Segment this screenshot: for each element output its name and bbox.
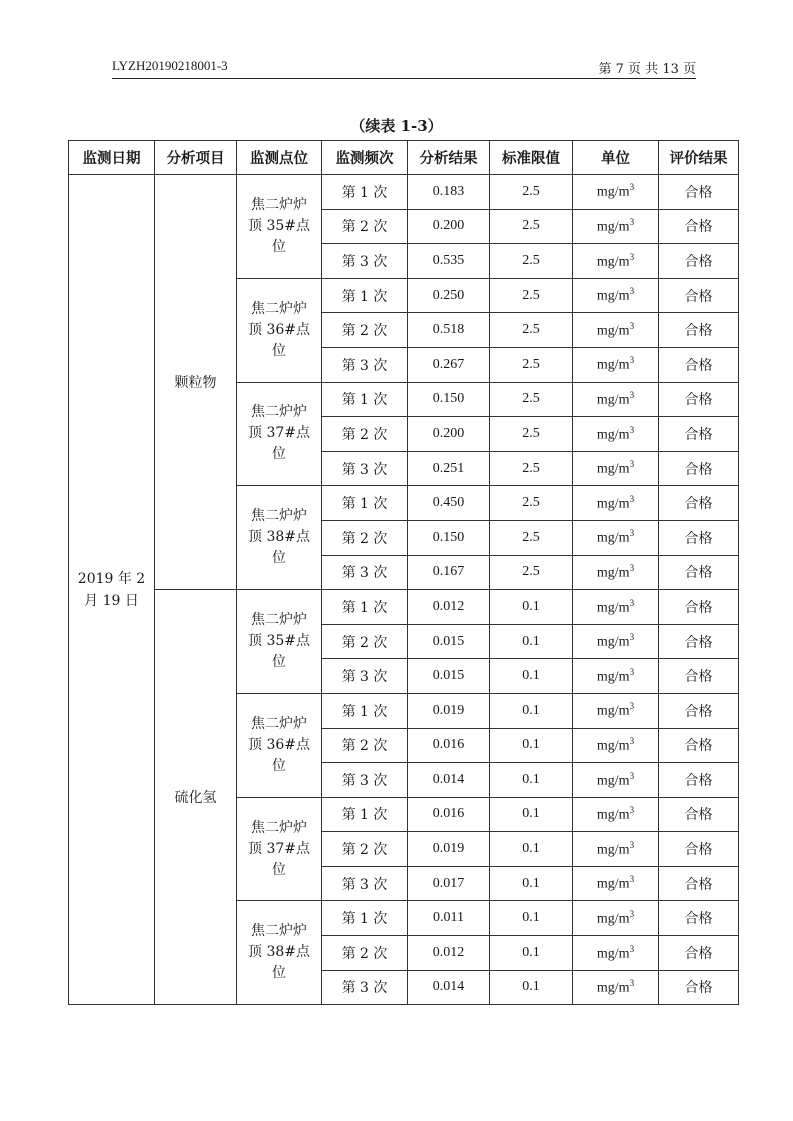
evaluation-cell: 合格	[659, 486, 739, 521]
frequency-cell: 第 2 次	[322, 832, 408, 867]
monitoring-point-line: 顶 37#点	[248, 840, 310, 857]
date-line: 月 19 日	[84, 592, 139, 609]
monitoring-date-cell	[69, 175, 155, 1005]
unit-cell	[573, 624, 659, 659]
unit-exponent: 3	[629, 805, 635, 816]
evaluation-cell: 合格	[659, 866, 739, 901]
unit-base: mg/m	[596, 565, 630, 581]
monitoring-point-line: 焦二炉炉	[251, 404, 307, 421]
limit-cell: 0.1	[490, 866, 573, 901]
frequency-cell: 第 2 次	[322, 417, 408, 452]
unit-exponent: 3	[629, 978, 635, 989]
evaluation-cell: 合格	[659, 209, 739, 244]
table-header-row	[69, 141, 739, 175]
unit-base: mg/m	[596, 288, 630, 304]
result-cell: 0.150	[408, 382, 490, 417]
monitoring-point-line: 位	[272, 757, 286, 774]
limit-cell: 2.5	[490, 486, 573, 521]
unit-base: mg/m	[596, 738, 630, 754]
table-row	[69, 175, 739, 210]
limit-cell: 2.5	[490, 382, 573, 417]
monitoring-point-cell	[237, 901, 322, 1005]
result-cell: 0.251	[408, 451, 490, 486]
unit-cell	[573, 659, 659, 694]
result-cell: 0.015	[408, 624, 490, 659]
frequency-cell: 第 1 次	[322, 486, 408, 521]
unit-exponent: 3	[629, 908, 635, 919]
unit-cell	[573, 590, 659, 625]
unit-exponent: 3	[629, 217, 635, 228]
table-row	[69, 590, 739, 625]
limit-cell: 0.1	[490, 936, 573, 971]
evaluation-cell: 合格	[659, 728, 739, 763]
unit-base: mg/m	[596, 531, 630, 547]
unit-cell	[573, 382, 659, 417]
column-header: 单位	[573, 141, 659, 175]
unit-base: mg/m	[596, 634, 630, 650]
evaluation-cell: 合格	[659, 347, 739, 382]
unit-base: mg/m	[596, 669, 630, 685]
limit-cell: 2.5	[490, 417, 573, 452]
monitoring-results-table	[68, 140, 739, 1005]
evaluation-cell: 合格	[659, 624, 739, 659]
unit-exponent: 3	[629, 459, 635, 470]
limit-cell: 0.1	[490, 728, 573, 763]
unit-cell	[573, 936, 659, 971]
unit-exponent: 3	[629, 528, 635, 539]
unit-cell	[573, 555, 659, 590]
frequency-cell: 第 1 次	[322, 693, 408, 728]
unit-base: mg/m	[596, 219, 630, 235]
unit-base: mg/m	[596, 600, 630, 616]
monitoring-point-line: 焦二炉炉	[251, 819, 307, 836]
table-caption: （续表 1-3）	[350, 117, 443, 135]
unit-exponent: 3	[629, 390, 635, 401]
result-cell: 0.150	[408, 520, 490, 555]
evaluation-cell: 合格	[659, 278, 739, 313]
evaluation-cell: 合格	[659, 555, 739, 590]
unit-exponent: 3	[629, 182, 635, 193]
unit-base: mg/m	[596, 185, 630, 201]
frequency-cell: 第 3 次	[322, 244, 408, 279]
unit-cell	[573, 970, 659, 1005]
monitoring-point-cell	[237, 590, 322, 694]
monitoring-point-cell	[237, 382, 322, 486]
frequency-cell: 第 3 次	[322, 659, 408, 694]
unit-base: mg/m	[596, 704, 630, 720]
result-cell: 0.012	[408, 590, 490, 625]
evaluation-cell: 合格	[659, 382, 739, 417]
frequency-cell: 第 1 次	[322, 175, 408, 210]
evaluation-cell: 合格	[659, 970, 739, 1005]
unit-cell	[573, 313, 659, 348]
evaluation-cell: 合格	[659, 451, 739, 486]
unit-exponent: 3	[629, 493, 635, 504]
unit-cell	[573, 175, 659, 210]
unit-base: mg/m	[596, 911, 630, 927]
column-header: 监测频次	[322, 141, 408, 175]
frequency-cell: 第 1 次	[322, 590, 408, 625]
result-cell: 0.014	[408, 763, 490, 798]
monitoring-point-line: 焦二炉炉	[251, 715, 307, 732]
monitoring-point-line: 位	[272, 342, 286, 359]
unit-cell	[573, 728, 659, 763]
unit-exponent: 3	[629, 632, 635, 643]
unit-exponent: 3	[629, 735, 635, 746]
evaluation-cell: 合格	[659, 520, 739, 555]
unit-cell	[573, 763, 659, 798]
unit-exponent: 3	[629, 563, 635, 573]
evaluation-cell: 合格	[659, 590, 739, 625]
unit-cell	[573, 901, 659, 936]
monitoring-point-cell	[237, 278, 322, 382]
limit-cell: 2.5	[490, 520, 573, 555]
limit-cell: 2.5	[490, 313, 573, 348]
unit-cell	[573, 797, 659, 832]
result-cell: 0.250	[408, 278, 490, 313]
result-cell: 0.167	[408, 555, 490, 590]
unit-cell	[573, 866, 659, 901]
frequency-cell: 第 3 次	[322, 451, 408, 486]
result-cell: 0.012	[408, 936, 490, 971]
column-header: 监测日期	[69, 141, 155, 175]
analysis-item-cell: 颗粒物	[155, 175, 237, 590]
frequency-cell: 第 2 次	[322, 520, 408, 555]
evaluation-cell: 合格	[659, 417, 739, 452]
limit-cell: 0.1	[490, 624, 573, 659]
limit-cell: 2.5	[490, 451, 573, 486]
unit-exponent: 3	[629, 701, 635, 712]
frequency-cell: 第 3 次	[322, 866, 408, 901]
limit-cell: 0.1	[490, 832, 573, 867]
evaluation-cell: 合格	[659, 901, 739, 936]
monitoring-point-line: 焦二炉炉	[251, 923, 307, 940]
unit-exponent: 3	[629, 355, 635, 366]
monitoring-point-line: 位	[272, 654, 286, 671]
unit-cell	[573, 209, 659, 244]
monitoring-point-line: 焦二炉炉	[251, 612, 307, 629]
monitoring-point-line: 位	[272, 446, 286, 463]
frequency-cell: 第 2 次	[322, 624, 408, 659]
page-header	[112, 56, 696, 79]
unit-cell	[573, 278, 659, 313]
unit-base: mg/m	[596, 807, 630, 823]
result-cell: 0.267	[408, 347, 490, 382]
monitoring-point-line: 位	[272, 861, 286, 878]
limit-cell: 0.1	[490, 693, 573, 728]
limit-cell: 0.1	[490, 901, 573, 936]
page-number: 第 7 页 共 13 页	[598, 62, 696, 77]
frequency-cell: 第 1 次	[322, 797, 408, 832]
monitoring-point-line: 位	[272, 238, 286, 255]
frequency-cell: 第 2 次	[322, 728, 408, 763]
limit-cell: 0.1	[490, 590, 573, 625]
column-header: 评价结果	[659, 141, 739, 175]
column-header: 标准限值	[490, 141, 573, 175]
evaluation-cell: 合格	[659, 936, 739, 971]
frequency-cell: 第 1 次	[322, 382, 408, 417]
evaluation-cell: 合格	[659, 244, 739, 279]
unit-exponent: 3	[629, 943, 635, 954]
monitoring-point-line: 位	[272, 965, 286, 982]
limit-cell: 0.1	[490, 970, 573, 1005]
unit-exponent: 3	[629, 839, 635, 850]
result-cell: 0.535	[408, 244, 490, 279]
limit-cell: 2.5	[490, 244, 573, 279]
evaluation-cell: 合格	[659, 175, 739, 210]
unit-cell	[573, 417, 659, 452]
limit-cell: 0.1	[490, 797, 573, 832]
unit-base: mg/m	[596, 842, 630, 858]
monitoring-point-line: 顶 38#点	[248, 944, 310, 961]
monitoring-point-cell	[237, 693, 322, 797]
column-header: 分析结果	[408, 141, 490, 175]
frequency-cell: 第 2 次	[322, 313, 408, 348]
evaluation-cell: 合格	[659, 763, 739, 798]
unit-exponent: 3	[629, 874, 635, 885]
result-cell: 0.017	[408, 866, 490, 901]
unit-base: mg/m	[596, 254, 630, 270]
frequency-cell: 第 1 次	[322, 901, 408, 936]
date-line: 2019 年 2	[77, 570, 146, 587]
monitoring-point-line: 焦二炉炉	[251, 508, 307, 525]
unit-base: mg/m	[596, 461, 630, 477]
result-cell: 0.015	[408, 659, 490, 694]
evaluation-cell: 合格	[659, 693, 739, 728]
monitoring-point-line: 位	[272, 550, 286, 567]
unit-exponent: 3	[629, 597, 635, 608]
result-cell: 0.011	[408, 901, 490, 936]
limit-cell: 2.5	[490, 278, 573, 313]
limit-cell: 0.1	[490, 763, 573, 798]
unit-cell	[573, 244, 659, 279]
result-cell: 0.200	[408, 417, 490, 452]
result-cell: 0.200	[408, 209, 490, 244]
unit-exponent: 3	[629, 770, 635, 781]
result-cell: 0.019	[408, 832, 490, 867]
unit-exponent: 3	[629, 251, 635, 262]
unit-cell	[573, 693, 659, 728]
frequency-cell: 第 1 次	[322, 278, 408, 313]
monitoring-point-line: 焦二炉炉	[251, 196, 307, 213]
monitoring-point-line: 焦二炉炉	[251, 300, 307, 317]
unit-base: mg/m	[596, 323, 630, 339]
result-cell: 0.518	[408, 313, 490, 348]
monitoring-point-line: 顶 35#点	[248, 217, 310, 234]
column-header: 分析项目	[155, 141, 237, 175]
unit-base: mg/m	[596, 427, 630, 443]
result-cell: 0.019	[408, 693, 490, 728]
result-cell: 0.016	[408, 797, 490, 832]
unit-exponent: 3	[629, 286, 635, 297]
frequency-cell: 第 3 次	[322, 555, 408, 590]
limit-cell: 0.1	[490, 659, 573, 694]
table-body	[69, 175, 739, 1005]
limit-cell: 2.5	[490, 555, 573, 590]
unit-base: mg/m	[596, 496, 630, 512]
frequency-cell: 第 3 次	[322, 970, 408, 1005]
unit-exponent: 3	[629, 666, 635, 677]
analysis-item-cell: 硫化氢	[155, 590, 237, 1005]
unit-base: mg/m	[596, 358, 630, 374]
unit-cell	[573, 347, 659, 382]
evaluation-cell: 合格	[659, 659, 739, 694]
result-cell: 0.450	[408, 486, 490, 521]
document-number: LYZH20190218001-3	[112, 58, 228, 73]
frequency-cell: 第 3 次	[322, 763, 408, 798]
monitoring-point-line: 顶 37#点	[248, 425, 310, 442]
unit-base: mg/m	[596, 773, 630, 789]
result-cell: 0.183	[408, 175, 490, 210]
monitoring-point-line: 顶 38#点	[248, 529, 310, 546]
monitoring-point-line: 顶 36#点	[248, 736, 310, 753]
frequency-cell: 第 3 次	[322, 347, 408, 382]
unit-cell	[573, 520, 659, 555]
monitoring-point-line: 顶 36#点	[248, 321, 310, 338]
unit-base: mg/m	[596, 877, 630, 892]
result-cell: 0.016	[408, 728, 490, 763]
column-header: 监测点位	[237, 141, 322, 175]
unit-exponent: 3	[629, 320, 635, 331]
evaluation-cell: 合格	[659, 832, 739, 867]
limit-cell: 2.5	[490, 175, 573, 210]
evaluation-cell: 合格	[659, 313, 739, 348]
unit-cell	[573, 451, 659, 486]
unit-base: mg/m	[596, 946, 630, 962]
unit-base: mg/m	[596, 980, 630, 996]
unit-base: mg/m	[596, 392, 630, 408]
frequency-cell: 第 2 次	[322, 209, 408, 244]
monitoring-point-cell	[237, 797, 322, 901]
result-cell: 0.014	[408, 970, 490, 1005]
unit-exponent: 3	[629, 424, 635, 435]
frequency-cell: 第 2 次	[322, 936, 408, 971]
monitoring-point-cell	[237, 175, 322, 279]
monitoring-point-line: 顶 35#点	[248, 633, 310, 650]
limit-cell: 2.5	[490, 347, 573, 382]
limit-cell: 2.5	[490, 209, 573, 244]
unit-cell	[573, 486, 659, 521]
monitoring-point-cell	[237, 486, 322, 590]
evaluation-cell: 合格	[659, 797, 739, 832]
unit-cell	[573, 832, 659, 867]
